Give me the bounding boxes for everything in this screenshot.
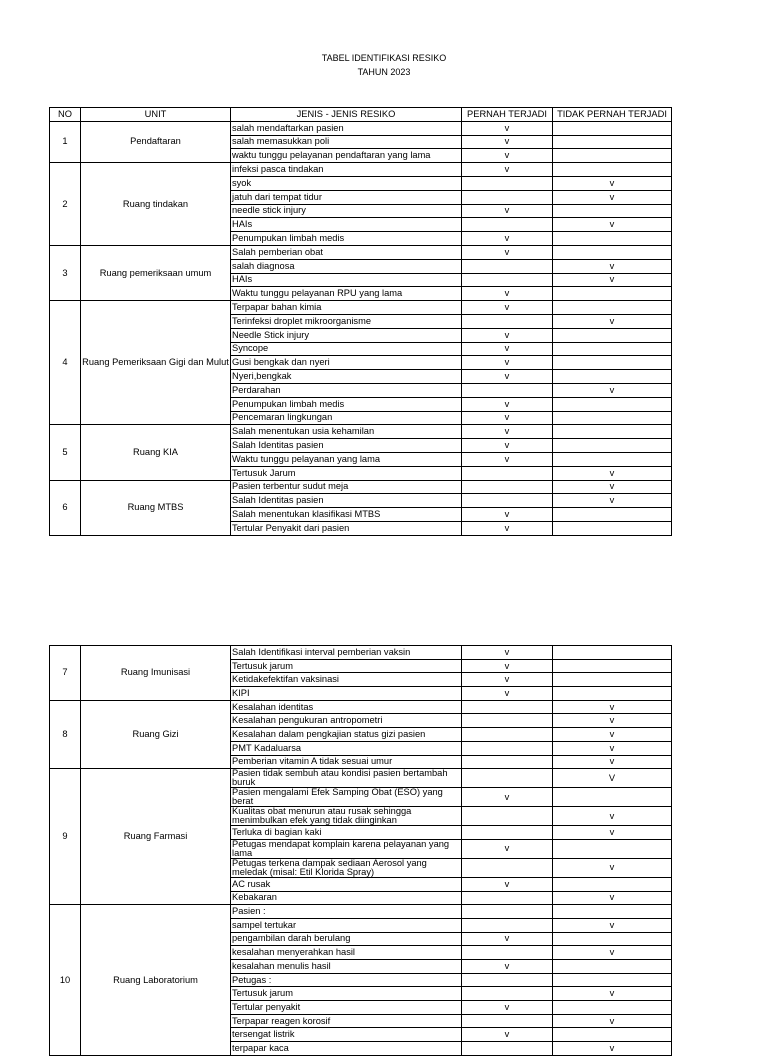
- pernah-terjadi-mark: v: [462, 397, 553, 411]
- risk-description: Tertusuk jarum: [231, 987, 462, 1001]
- risk-description: Terpapar bahan kimia: [231, 301, 462, 315]
- pernah-terjadi-mark: v: [462, 877, 553, 891]
- tidak-pernah-terjadi-mark: [553, 425, 672, 439]
- tidak-pernah-terjadi-mark: [553, 1028, 672, 1042]
- risk-description: Pasien mengalami Efek Samping Obat (ESO) yang berat: [231, 788, 462, 807]
- pernah-terjadi-mark: [462, 807, 553, 826]
- risk-description: salah mendaftarkan pasien: [231, 121, 462, 135]
- unit-name: Ruang tindakan: [81, 163, 231, 246]
- tidak-pernah-terjadi-mark: v: [553, 190, 672, 204]
- risk-description: salah memasukkan poli: [231, 135, 462, 149]
- tidak-pernah-terjadi-mark: v: [553, 700, 672, 714]
- tidak-pernah-terjadi-mark: v: [553, 714, 672, 728]
- pernah-terjadi-mark: v: [462, 135, 553, 149]
- tidak-pernah-terjadi-mark: [553, 328, 672, 342]
- risk-description: AC rusak: [231, 877, 462, 891]
- row-number: 10: [50, 905, 81, 1056]
- tidak-pernah-terjadi-mark: [553, 370, 672, 384]
- pernah-terjadi-mark: [462, 741, 553, 755]
- risk-description: HAIs: [231, 273, 462, 287]
- pernah-terjadi-mark: v: [462, 342, 553, 356]
- risk-description: salah diagnosa: [231, 259, 462, 273]
- risk-description: kesalahan menyerahkan hasil: [231, 946, 462, 960]
- tidak-pernah-terjadi-mark: [553, 508, 672, 522]
- pernah-terjadi-mark: v: [462, 687, 553, 701]
- risk-description: Perdarahan: [231, 383, 462, 397]
- tidak-pernah-terjadi-mark: [553, 439, 672, 453]
- tidak-pernah-terjadi-mark: [553, 877, 672, 891]
- pernah-terjadi-mark: [462, 176, 553, 190]
- risk-description: Syncope: [231, 342, 462, 356]
- pernah-terjadi-mark: [462, 1042, 553, 1056]
- unit-name: Ruang pemeriksaan umum: [81, 245, 231, 300]
- pernah-terjadi-mark: v: [462, 301, 553, 315]
- tidak-pernah-terjadi-mark: v: [553, 1014, 672, 1028]
- pernah-terjadi-mark: [462, 714, 553, 728]
- table-row: [50, 425, 672, 439]
- table-row: [50, 480, 672, 494]
- risk-description: Petugas terkena dampak sediaan Aerosol yang meledak (misal: Etil Klorida Spray): [231, 858, 462, 877]
- risk-table-page-2: [49, 645, 672, 1056]
- pernah-terjadi-mark: v: [462, 149, 553, 163]
- risk-description: pengambilan darah berulang: [231, 932, 462, 946]
- risk-description: infeksi pasca tindakan: [231, 163, 462, 177]
- pernah-terjadi-mark: [462, 769, 553, 788]
- tidak-pernah-terjadi-mark: [553, 646, 672, 660]
- risk-description: Needle Stick injury: [231, 328, 462, 342]
- pernah-terjadi-mark: v: [462, 370, 553, 384]
- header-unit: UNIT: [81, 108, 231, 122]
- table-row: [50, 301, 672, 315]
- tidak-pernah-terjadi-mark: V: [553, 769, 672, 788]
- tidak-pernah-terjadi-mark: v: [553, 480, 672, 494]
- tidak-pernah-terjadi-mark: v: [553, 987, 672, 1001]
- row-number: 8: [50, 700, 81, 768]
- pernah-terjadi-mark: v: [462, 1028, 553, 1042]
- tidak-pernah-terjadi-mark: [553, 905, 672, 919]
- pernah-terjadi-mark: v: [462, 788, 553, 807]
- pernah-terjadi-mark: [462, 494, 553, 508]
- pernah-terjadi-mark: [462, 918, 553, 932]
- unit-name: Pendaftaran: [81, 121, 231, 162]
- document-year: TAHUN 2023: [357, 67, 411, 77]
- pernah-terjadi-mark: [462, 273, 553, 287]
- pernah-terjadi-mark: v: [462, 646, 553, 660]
- pernah-terjadi-mark: v: [462, 328, 553, 342]
- tidak-pernah-terjadi-mark: v: [553, 858, 672, 877]
- pernah-terjadi-mark: [462, 314, 553, 328]
- risk-description: HAIs: [231, 218, 462, 232]
- header-tidak-pernah-terjadi: TIDAK PERNAH TERJADI: [553, 108, 672, 122]
- risk-description: Petugas :: [231, 973, 462, 987]
- pernah-terjadi-mark: v: [462, 232, 553, 246]
- tidak-pernah-terjadi-mark: v: [553, 1042, 672, 1056]
- row-number: 2: [50, 163, 81, 246]
- pernah-terjadi-mark: [462, 987, 553, 1001]
- risk-description: Salah Identifikasi interval pemberian vaksin: [231, 646, 462, 660]
- risk-description: tersengat listrik: [231, 1028, 462, 1042]
- tidak-pernah-terjadi-mark: [553, 932, 672, 946]
- risk-description: PMT Kadaluarsa: [231, 741, 462, 755]
- header-no: NO: [50, 108, 81, 122]
- unit-name: Ruang Gizi: [81, 700, 231, 768]
- pernah-terjadi-mark: v: [462, 508, 553, 522]
- unit-name: Ruang Farmasi: [81, 769, 231, 905]
- header-jenis-resiko: JENIS - JENIS RESIKO: [231, 108, 462, 122]
- table-row: [50, 163, 672, 177]
- tidak-pernah-terjadi-mark: v: [553, 807, 672, 826]
- tidak-pernah-terjadi-mark: [553, 301, 672, 315]
- table-row: [50, 646, 672, 660]
- risk-description: Waktu tunggu pelayanan RPU yang lama: [231, 287, 462, 301]
- table-row: [50, 905, 672, 919]
- table-row: [50, 121, 672, 135]
- risk-description: sampel tertukar: [231, 918, 462, 932]
- tidak-pernah-terjadi-mark: [553, 135, 672, 149]
- pernah-terjadi-mark: v: [462, 659, 553, 673]
- risk-description: Kesalahan pengukuran antropometri: [231, 714, 462, 728]
- risk-description: terpapar kaca: [231, 1042, 462, 1056]
- risk-description: Salah Identitas pasien: [231, 439, 462, 453]
- risk-description: Salah menentukan usia kehamilan: [231, 425, 462, 439]
- tidak-pernah-terjadi-mark: v: [553, 741, 672, 755]
- table-row: [50, 769, 672, 788]
- tidak-pernah-terjadi-mark: [553, 687, 672, 701]
- risk-description: Salah Identitas pasien: [231, 494, 462, 508]
- risk-description: Pemberian vitamin A tidak sesuai umur: [231, 755, 462, 769]
- tidak-pernah-terjadi-mark: v: [553, 314, 672, 328]
- risk-description: syok: [231, 176, 462, 190]
- risk-description: KIPI: [231, 687, 462, 701]
- tidak-pernah-terjadi-mark: [553, 839, 672, 858]
- risk-description: needle stick injury: [231, 204, 462, 218]
- pernah-terjadi-mark: [462, 218, 553, 232]
- risk-description: Petugas mendapat komplain karena pelayanan yang lama: [231, 839, 462, 858]
- tidak-pernah-terjadi-mark: v: [553, 383, 672, 397]
- tidak-pernah-terjadi-mark: [553, 245, 672, 259]
- tidak-pernah-terjadi-mark: v: [553, 826, 672, 840]
- pernah-terjadi-mark: v: [462, 439, 553, 453]
- tidak-pernah-terjadi-mark: [553, 204, 672, 218]
- table-header-row: [50, 108, 672, 122]
- risk-table-page-1: [49, 107, 672, 536]
- unit-name: Ruang Imunisasi: [81, 646, 231, 701]
- risk-description: jatuh dari tempat tidur: [231, 190, 462, 204]
- tidak-pernah-terjadi-mark: [553, 659, 672, 673]
- unit-name: Ruang Laboratorium: [81, 905, 231, 1056]
- risk-description: kesalahan menulis hasil: [231, 960, 462, 974]
- unit-name: Ruang KIA: [81, 425, 231, 480]
- tidak-pernah-terjadi-mark: [553, 149, 672, 163]
- tidak-pernah-terjadi-mark: v: [553, 494, 672, 508]
- pernah-terjadi-mark: v: [462, 839, 553, 858]
- row-number: 5: [50, 425, 81, 480]
- tidak-pernah-terjadi-mark: v: [553, 273, 672, 287]
- row-number: 6: [50, 480, 81, 535]
- tidak-pernah-terjadi-mark: [553, 232, 672, 246]
- pernah-terjadi-mark: v: [462, 356, 553, 370]
- tidak-pernah-terjadi-mark: v: [553, 176, 672, 190]
- row-number: 9: [50, 769, 81, 905]
- tidak-pernah-terjadi-mark: v: [553, 728, 672, 742]
- pernah-terjadi-mark: [462, 826, 553, 840]
- tidak-pernah-terjadi-mark: v: [553, 755, 672, 769]
- tidak-pernah-terjadi-mark: v: [553, 218, 672, 232]
- pernah-terjadi-mark: v: [462, 932, 553, 946]
- pernah-terjadi-mark: v: [462, 121, 553, 135]
- risk-description: Salah pemberian obat: [231, 245, 462, 259]
- tidak-pernah-terjadi-mark: [553, 788, 672, 807]
- risk-description: Waktu tunggu pelayanan yang lama: [231, 452, 462, 466]
- pernah-terjadi-mark: [462, 905, 553, 919]
- risk-description: waktu tunggu pelayanan pendaftaran yang lama: [231, 149, 462, 163]
- unit-name: Ruang Pemeriksaan Gigi dan Mulut: [81, 301, 231, 425]
- risk-description: Tertusuk jarum: [231, 659, 462, 673]
- tidak-pernah-terjadi-mark: [553, 287, 672, 301]
- risk-description: Terpapar reagen korosif: [231, 1014, 462, 1028]
- tidak-pernah-terjadi-mark: [553, 521, 672, 535]
- table-row: [50, 700, 672, 714]
- tidak-pernah-terjadi-mark: [553, 411, 672, 425]
- pernah-terjadi-mark: v: [462, 673, 553, 687]
- pernah-terjadi-mark: v: [462, 452, 553, 466]
- pernah-terjadi-mark: [462, 466, 553, 480]
- tidak-pernah-terjadi-mark: [553, 163, 672, 177]
- risk-description: Tertusuk Jarum: [231, 466, 462, 480]
- row-number: 7: [50, 646, 81, 701]
- risk-description: Terluka di bagian kaki: [231, 826, 462, 840]
- tidak-pernah-terjadi-mark: [553, 973, 672, 987]
- pernah-terjadi-mark: [462, 755, 553, 769]
- tidak-pernah-terjadi-mark: v: [553, 946, 672, 960]
- pernah-terjadi-mark: v: [462, 960, 553, 974]
- pernah-terjadi-mark: [462, 973, 553, 987]
- pernah-terjadi-mark: [462, 891, 553, 905]
- tidak-pernah-terjadi-mark: [553, 960, 672, 974]
- pernah-terjadi-mark: [462, 1014, 553, 1028]
- pernah-terjadi-mark: v: [462, 425, 553, 439]
- risk-description: Kesalahan dalam pengkajian status gizi pasien: [231, 728, 462, 742]
- tidak-pernah-terjadi-mark: [553, 397, 672, 411]
- tidak-pernah-terjadi-mark: v: [553, 891, 672, 905]
- tidak-pernah-terjadi-mark: v: [553, 259, 672, 273]
- table-row: [50, 245, 672, 259]
- tidak-pernah-terjadi-mark: [553, 356, 672, 370]
- header-pernah-terjadi: PERNAH TERJADI: [462, 108, 553, 122]
- tidak-pernah-terjadi-mark: v: [553, 466, 672, 480]
- risk-description: Penumpukan limbah medis: [231, 232, 462, 246]
- risk-description: Kualitas obat menurun atau rusak sehingga menimbulkan efek yang tidak diinginkan: [231, 807, 462, 826]
- tidak-pernah-terjadi-mark: v: [553, 918, 672, 932]
- risk-description: Pasien tidak sembuh atau kondisi pasien bertambah buruk: [231, 769, 462, 788]
- pernah-terjadi-mark: v: [462, 163, 553, 177]
- risk-description: Terinfeksi droplet mikroorganisme: [231, 314, 462, 328]
- risk-description: Tertular Penyakit dari pasien: [231, 521, 462, 535]
- pernah-terjadi-mark: v: [462, 521, 553, 535]
- pernah-terjadi-mark: v: [462, 411, 553, 425]
- risk-description: Nyeri,bengkak: [231, 370, 462, 384]
- risk-description: Tertular penyakit: [231, 1001, 462, 1015]
- pernah-terjadi-mark: [462, 858, 553, 877]
- risk-description: Pasien terbentur sudut meja: [231, 480, 462, 494]
- risk-description: Kebakaran: [231, 891, 462, 905]
- pernah-terjadi-mark: [462, 383, 553, 397]
- pernah-terjadi-mark: v: [462, 1001, 553, 1015]
- risk-description: Pasien :: [231, 905, 462, 919]
- tidak-pernah-terjadi-mark: [553, 1001, 672, 1015]
- tidak-pernah-terjadi-mark: [553, 673, 672, 687]
- pernah-terjadi-mark: [462, 259, 553, 273]
- unit-name: Ruang MTBS: [81, 480, 231, 535]
- tidak-pernah-terjadi-mark: [553, 121, 672, 135]
- document-title: TABEL IDENTIFIKASI RESIKO: [321, 53, 447, 63]
- pernah-terjadi-mark: [462, 480, 553, 494]
- risk-description: Penumpukan limbah medis: [231, 397, 462, 411]
- risk-description: Kesalahan identitas: [231, 700, 462, 714]
- risk-description: Salah menentukan klasifikasi MTBS: [231, 508, 462, 522]
- row-number: 1: [50, 121, 81, 162]
- pernah-terjadi-mark: [462, 190, 553, 204]
- risk-description: Ketidakefektifan vaksinasi: [231, 673, 462, 687]
- risk-description: Gusi bengkak dan nyeri: [231, 356, 462, 370]
- tidak-pernah-terjadi-mark: [553, 452, 672, 466]
- pernah-terjadi-mark: [462, 700, 553, 714]
- risk-description: Pencemaran lingkungan: [231, 411, 462, 425]
- pernah-terjadi-mark: [462, 728, 553, 742]
- pernah-terjadi-mark: v: [462, 287, 553, 301]
- pernah-terjadi-mark: v: [462, 245, 553, 259]
- pernah-terjadi-mark: v: [462, 204, 553, 218]
- row-number: 4: [50, 301, 81, 425]
- row-number: 3: [50, 245, 81, 300]
- tidak-pernah-terjadi-mark: [553, 342, 672, 356]
- pernah-terjadi-mark: [462, 946, 553, 960]
